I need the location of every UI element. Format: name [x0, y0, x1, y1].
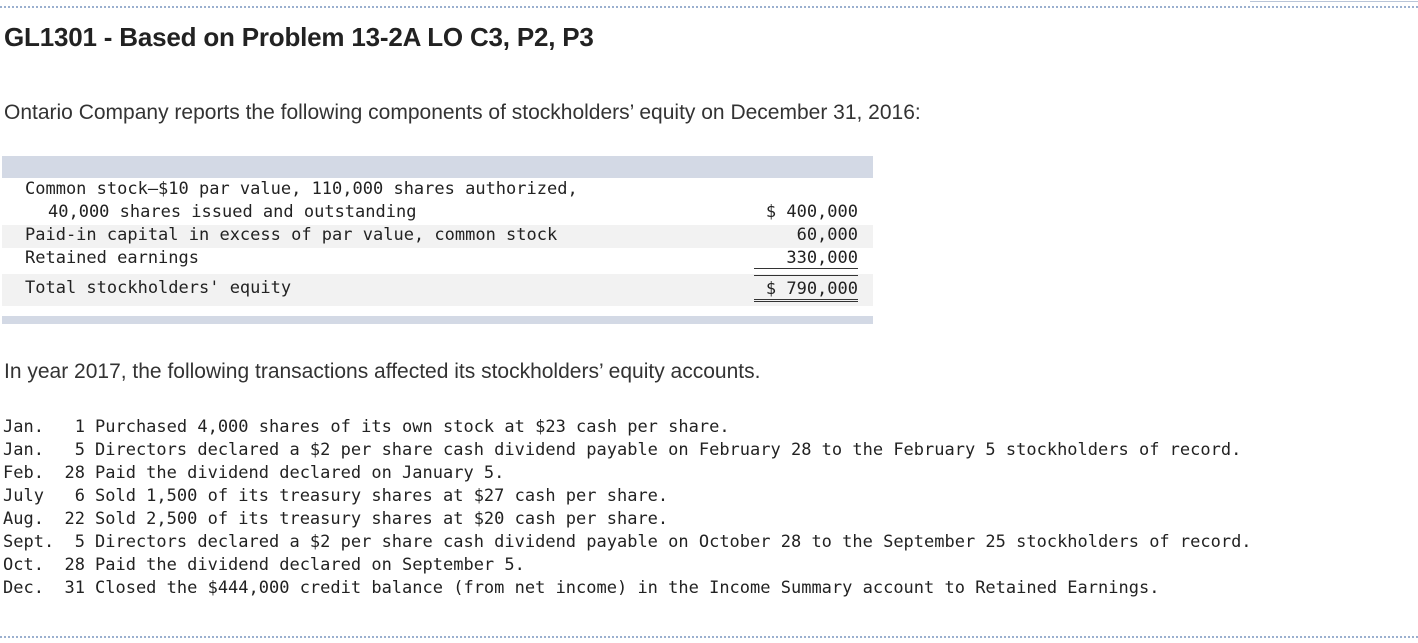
list-item: [3, 554, 1252, 577]
transaction-day: 5: [74, 532, 85, 552]
transaction-month: Sept.: [3, 532, 55, 552]
transaction-month: Feb.: [3, 463, 44, 483]
paid-in-capital-amount: 60,000: [796, 225, 858, 245]
retained-earnings-label: Retained earnings: [25, 248, 199, 268]
list-item: [3, 485, 1252, 508]
list-item: [3, 462, 1252, 485]
transaction-description: Closed the $444,000 credit balance (from net income) in the Income Summary account to Retained Earnings.: [95, 578, 1160, 598]
transactions-list: [3, 416, 1252, 600]
transaction-day: 31: [64, 578, 85, 598]
common-stock-label: Common stock—$10 par value, 110,000 shares authorized,: [25, 179, 578, 199]
transaction-month: July: [3, 486, 44, 506]
transaction-day: 28: [64, 463, 85, 483]
transaction-description: Sold 2,500 of its treasury shares at $20 cash per share.: [95, 509, 669, 529]
list-item: [3, 439, 1252, 462]
transaction-description: Purchased 4,000 shares of its own stock at $23 cash per share.: [95, 417, 730, 437]
common-stock-amount: $ 400,000: [765, 202, 858, 222]
total-equity-amount: $ 790,000: [754, 275, 858, 302]
retained-earnings-amount: 330,000: [754, 248, 858, 269]
transaction-month: Jan.: [3, 440, 44, 460]
transaction-month: Jan.: [3, 417, 44, 437]
table-row-common-stock-line1: [2, 179, 873, 202]
transaction-description: Directors declared a $2 per share cash dividend payable on October 28 to the September 25 stockholders of record.: [95, 532, 1252, 552]
transaction-day: 1: [74, 417, 85, 437]
table-row-retained-earnings: [2, 248, 873, 272]
list-item: [3, 416, 1252, 439]
table-footer-band: [2, 316, 873, 324]
transaction-day: 22: [64, 509, 85, 529]
top-dotted-divider: [0, 6, 1418, 8]
transactions-intro-text: In year 2017, the following transactions affected its stockholders’ equity accounts.: [4, 360, 761, 383]
total-equity-label: Total stockholders' equity: [25, 278, 292, 298]
transaction-description: Sold 1,500 of its treasury shares at $27 cash per share.: [95, 486, 669, 506]
intro-text: Ontario Company reports the following components of stockholders’ equity on December 31, 2016:: [4, 101, 921, 124]
bottom-dotted-divider: [0, 636, 1418, 638]
list-item: [3, 508, 1252, 531]
transaction-month: Dec.: [3, 578, 44, 598]
transaction-month: Oct.: [3, 555, 44, 575]
list-item: [3, 531, 1252, 554]
transaction-month: Aug.: [3, 509, 44, 529]
table-row-total-equity: [2, 274, 873, 306]
table-row-common-stock-line2: [2, 202, 873, 225]
shares-issued-label: 40,000 shares issued and outstanding: [48, 202, 417, 222]
problem-title: GL1301 - Based on Problem 13-2A LO C3, P2, P3: [4, 22, 594, 52]
transaction-description: Directors declared a $2 per share cash dividend payable on February 28 to the February 5 stockholders of record.: [95, 440, 1242, 460]
top-right-rule: [1250, 1, 1418, 2]
transaction-day: 5: [74, 440, 85, 460]
paid-in-capital-label: Paid-in capital in excess of par value, common stock: [25, 225, 558, 245]
transaction-day: 28: [64, 555, 85, 575]
transaction-day: 6: [74, 486, 85, 506]
table-header-band: [2, 156, 873, 178]
table-row-paid-in-capital: [2, 225, 873, 248]
list-item: [3, 577, 1252, 600]
transaction-description: Paid the dividend declared on September 5.: [95, 555, 525, 575]
transaction-description: Paid the dividend declared on January 5.: [95, 463, 505, 483]
